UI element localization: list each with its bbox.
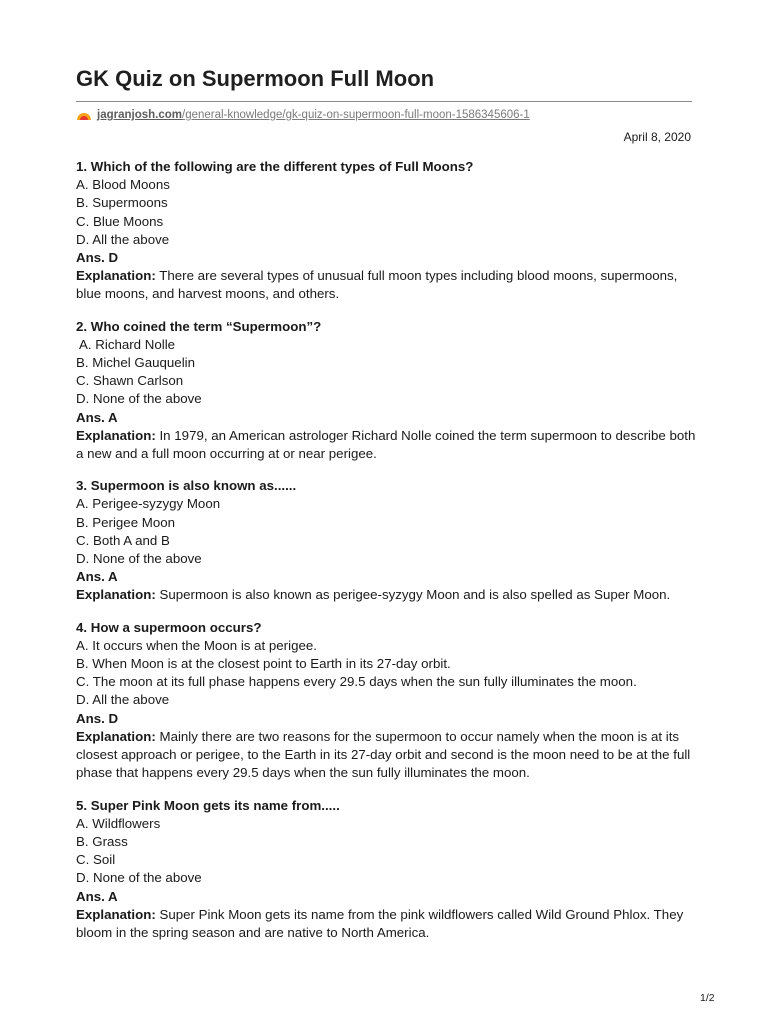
explanation-text: Mainly there are two reasons for the supermoon to occur namely when the moon is at its closest approach or perigee, to the Earth in its 27-day orbit and second is the moon need to be at the full phase that happens every 29.5 days when the sun fully illuminates the moon. [76, 728, 691, 781]
correct-answer: Ans. A [76, 409, 118, 425]
answer-option: B. Grass [76, 833, 128, 849]
source-link[interactable] [76, 107, 530, 123]
question-title: 2. Who coined the term “Supermoon”? [76, 318, 322, 334]
explanation-label: Explanation: [76, 906, 156, 922]
answer-option: B. Michel Gauquelin [76, 355, 195, 371]
answer-option: A. Wildflowers [76, 815, 161, 831]
source-path[interactable]: /general-knowledge/gk-quiz-on-supermoon-full-moon-1586345606-1 [182, 109, 530, 121]
answer-option: C. Soil [76, 852, 116, 868]
answer-option: D. None of the above [76, 551, 202, 567]
answer-option: D. None of the above [76, 870, 202, 886]
explanation-label: Explanation: [76, 728, 156, 744]
answer-option: C. The moon at its full phase happens every 29.5 days when the sun fully illuminates the moon. [76, 674, 637, 690]
page-number: 1/2 [700, 992, 715, 1004]
explanation-text: Super Pink Moon gets its name from the pink wildflowers called Wild Ground Phlox. They bloom in the spring season and are native to North America. [76, 906, 684, 940]
answer-option: C. Shawn Carlson [76, 373, 184, 389]
correct-answer: Ans. D [76, 710, 119, 726]
question-title: 3. Supermoon is also known as...... [76, 478, 297, 494]
quiz-question [76, 318, 696, 464]
answer-option: A. Perigee-syzygy Moon [76, 496, 221, 512]
answer-option: D. All the above [76, 692, 170, 708]
quiz-question [76, 619, 696, 783]
quiz-questions [76, 158, 696, 956]
question-title: 1. Which of the following are the different types of Full Moons? [76, 159, 474, 174]
answer-option: B. Supermoons [76, 195, 168, 211]
source-domain[interactable]: jagranjosh.com [97, 109, 182, 121]
quiz-question [76, 797, 696, 943]
explanation-label: Explanation: [76, 587, 156, 603]
jagranjosh-logo-icon [76, 111, 92, 120]
quiz-question [76, 477, 696, 604]
answer-option: D. All the above [76, 231, 170, 247]
answer-option: B. When Moon is at the closest point to Earth in its 27-day orbit. [76, 656, 451, 672]
title-divider [76, 101, 692, 102]
explanation [76, 427, 696, 463]
page-title: GK Quiz on Supermoon Full Moon [76, 66, 435, 91]
quiz-question [76, 158, 696, 304]
explanation [76, 267, 696, 303]
answer-option: A. It occurs when the Moon is at perigee. [76, 637, 317, 653]
correct-answer: Ans. A [76, 569, 118, 585]
correct-answer: Ans. A [76, 888, 118, 904]
explanation-label: Explanation: [76, 427, 156, 443]
explanation-text: Supermoon is also known as perigee-syzygy Moon and is also spelled as Super Moon. [155, 587, 671, 603]
correct-answer: Ans. D [76, 250, 119, 266]
explanation [76, 728, 696, 783]
answer-option: C. Blue Moons [76, 213, 164, 229]
explanation-text: In 1979, an American astrologer Richard Nolle coined the term supermoon to describe both a new and a full moon occurring at or near perigee. [76, 427, 696, 462]
explanation [76, 586, 696, 604]
question-title: 4. How a supermoon occurs? [76, 619, 262, 635]
publish-date: April 8, 2020 [623, 130, 691, 144]
explanation [76, 906, 696, 942]
answer-option: A. Richard Nolle [79, 336, 176, 352]
answer-option: B. Perigee Moon [76, 514, 176, 530]
answer-option: D. None of the above [76, 391, 202, 407]
answer-option: A. Blood Moons [76, 177, 170, 193]
explanation-text: There are several types of unusual full moon types including blood moons, supermoons, blue moons, and harvest moons, and others. [76, 268, 678, 302]
answer-option: C. Both A and B [76, 532, 170, 548]
explanation-label: Explanation: [76, 268, 156, 284]
question-title: 5. Super Pink Moon gets its name from..... [76, 797, 340, 813]
